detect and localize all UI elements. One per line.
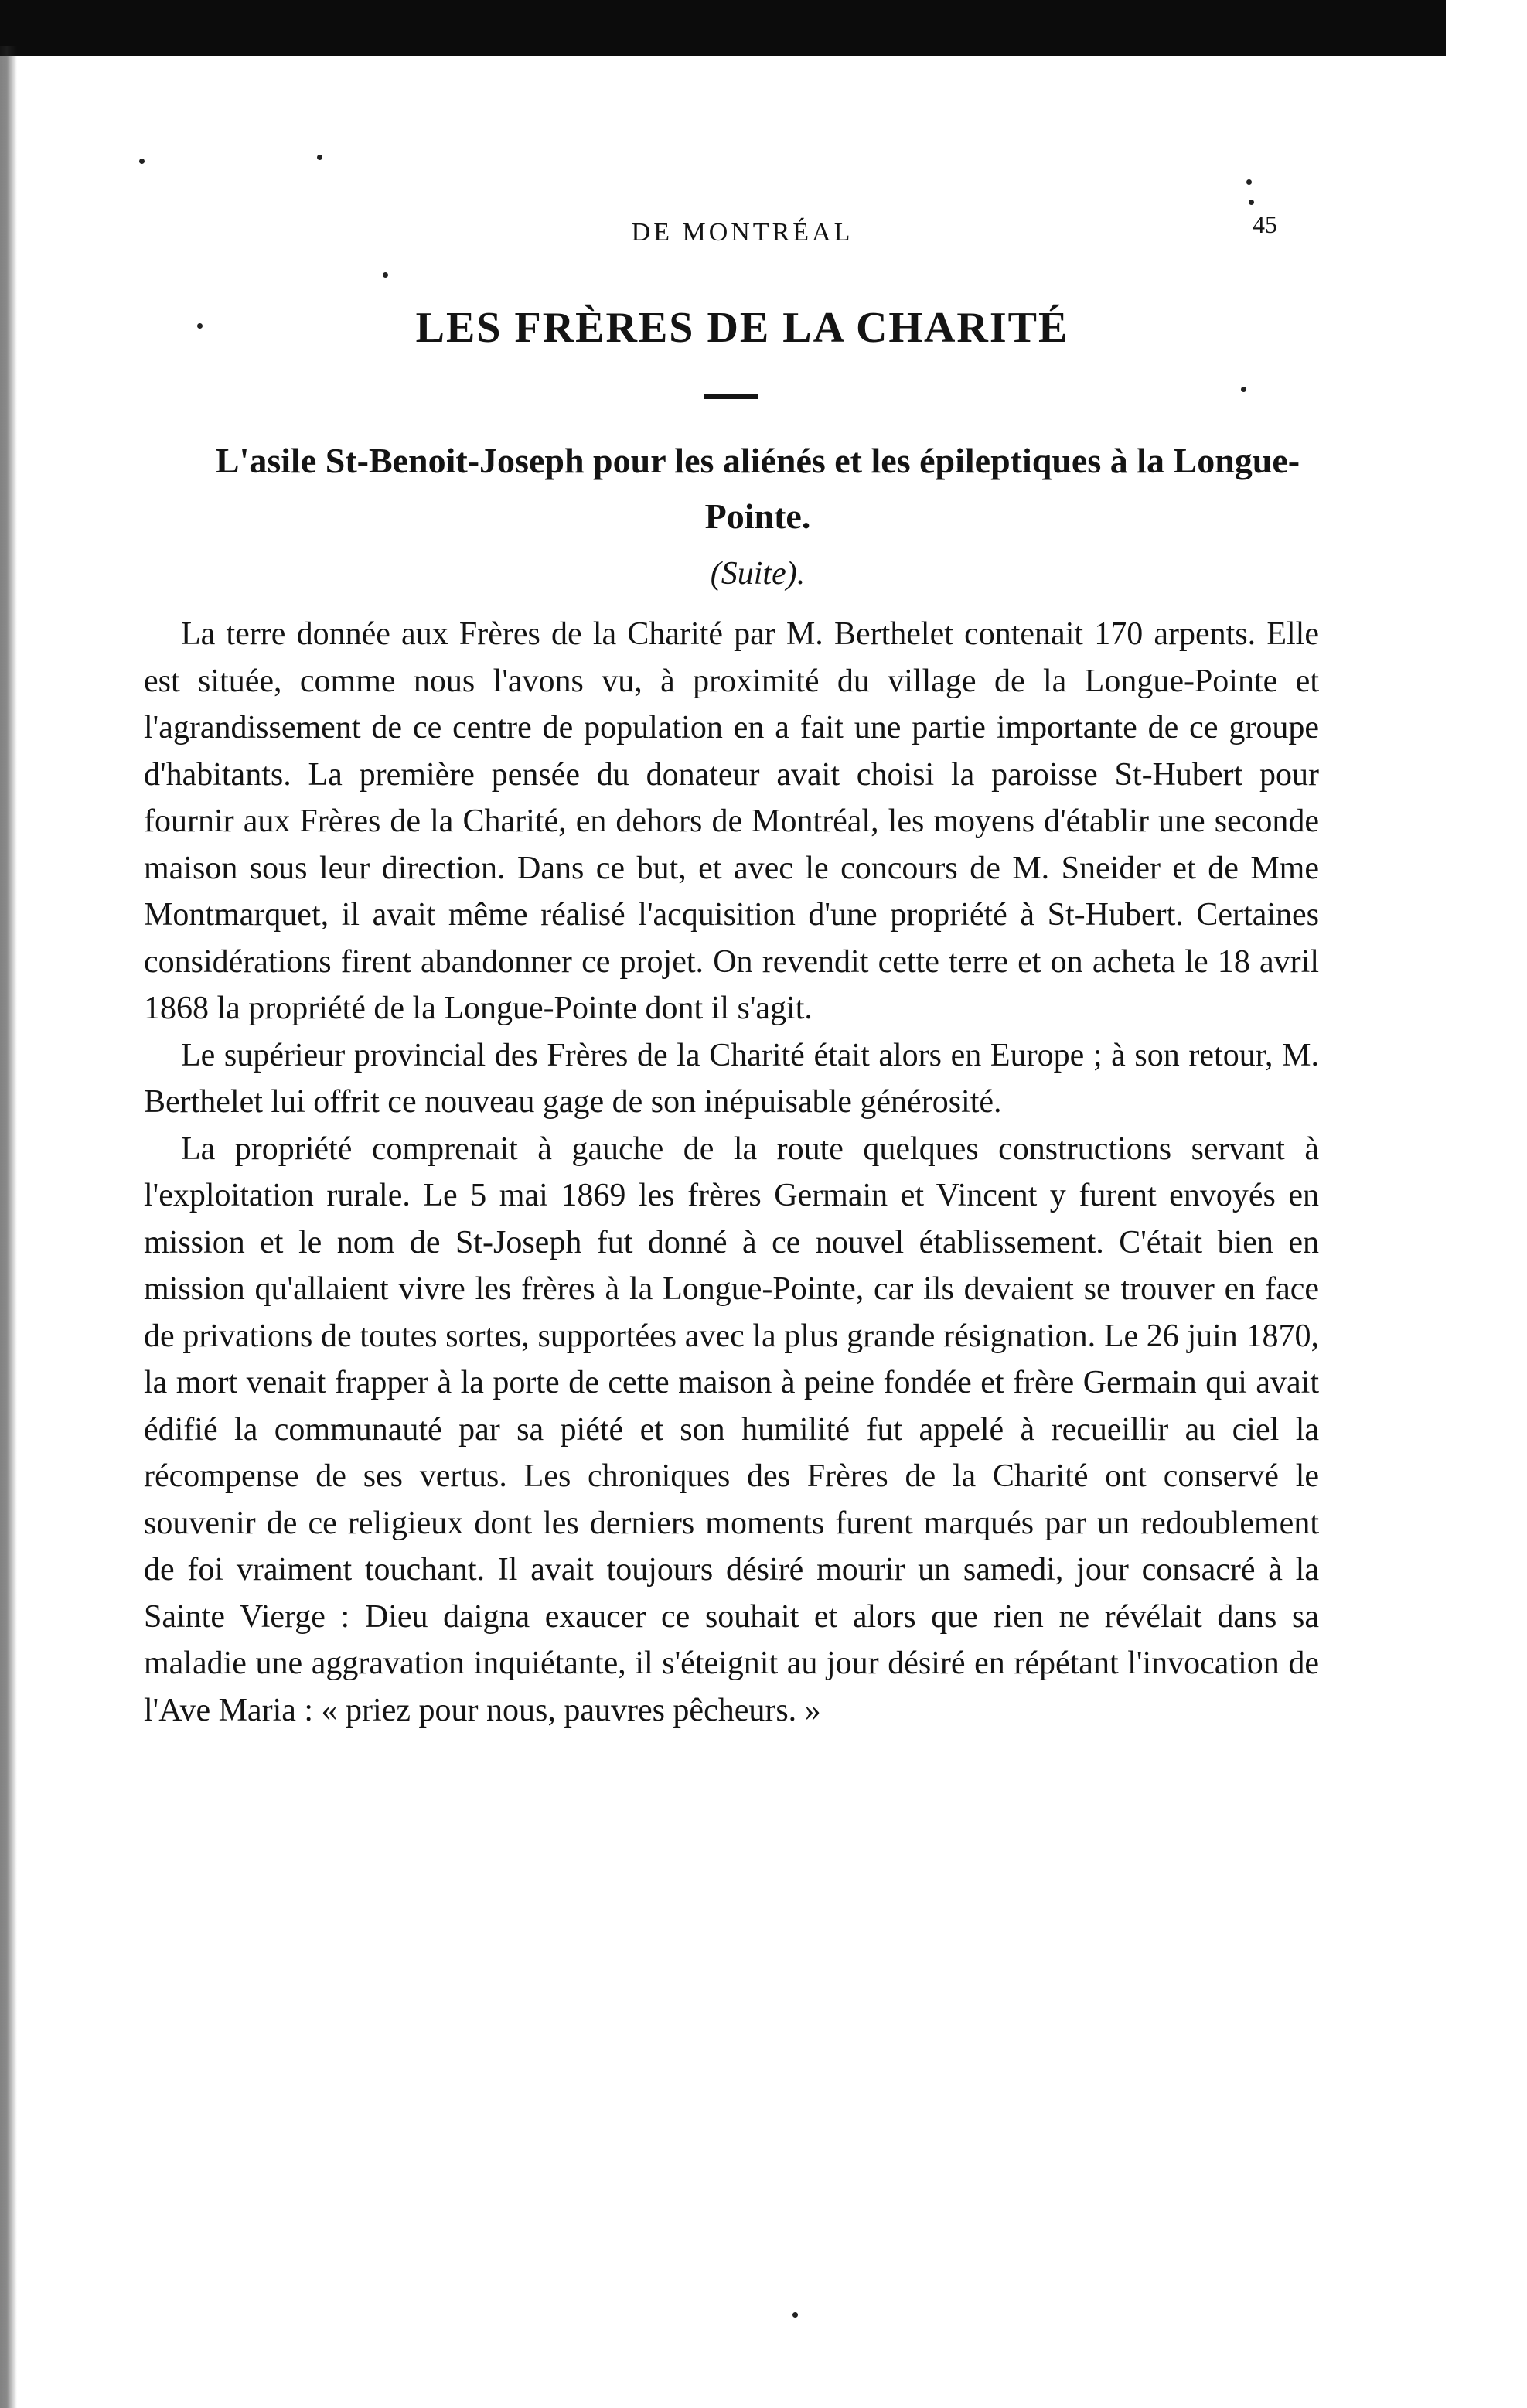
scan-speck (1249, 200, 1254, 205)
page-title: LES FRÈRES DE LA CHARITÉ (415, 304, 1069, 352)
scan-speck (317, 155, 322, 160)
scan-border-left (0, 46, 17, 2408)
body-text (144, 611, 1319, 1734)
scan-speck (383, 272, 388, 278)
scan-speck (1246, 179, 1252, 185)
title-rule (704, 394, 758, 399)
scan-border-top (0, 0, 1446, 56)
scan-speck (139, 159, 145, 164)
running-header: DE MONTRÉAL (631, 218, 854, 247)
scan-speck (792, 2312, 798, 2318)
scan-speck (1241, 387, 1246, 392)
paragraph: La propriété comprenait à gauche de la route quelques constructions servant à l'exploitation rurale. Le 5 mai 1869 les frères Germain et Vincent y furent envoyés en mission et le nom de St-Joseph fut donné à ce nouvel établissement. C'était bien en mission qu'allaient vivre les frères à la Longue-Pointe, car ils devaient se trouver en face de privations de toutes sortes, supportées avec la plus grande résignation. Le 26 juin 1870, la mort venait frapper à la porte de cette maison à peine fondée et frère Germain qui avait édifié la communauté par sa piété et son humilité fut appelé à recueillir au ciel la récompense de ses vertus. Les chroniques des Frères de la Charité ont conservé le souvenir de ce religieux dont les derniers moments furent marqués par un redoublement de foi vraiment touchant. Il avait toujours désiré mourir un samedi, jour consacré à la Sainte Vierge : Dieu daigna exaucer ce souhait et alors que rien ne révélait dans sa maladie une aggravation inquiétante, il s'éteignit au jour désiré en répétant l'invocation de l'Ave Maria : « priez pour nous, pauvres pêcheurs. » (144, 1131, 1319, 1728)
page-number: 45 (1253, 210, 1277, 238)
continuation-label: (Suite). (710, 556, 806, 592)
chapter-subtitle: L'asile St-Benoit-Joseph pour les aliénés et les épileptiques à la Longue-Pointe. (215, 441, 1300, 536)
paragraph: Le supérieur provincial des Frères de la Charité était alors en Europe ; à son retour, M. Berthelet lui offrit ce nouveau gage de son inépuisable générosité. (144, 1037, 1319, 1120)
paragraph: La terre donnée aux Frères de la Charité par M. Berthelet contenait 170 arpents. Elle est située, comme nous l'avons vu, à proximité du village de la Longue-Pointe et l'agrandissement de ce centre de population en a fait une partie importante de ce groupe d'habitants. La première pensée du donateur avait choisi la paroisse St-Hubert pour fournir aux Frères de la Charité, en dehors de Montréal, les moyens d'établir une seconde maison sous leur direction. Dans ce but, et avec le concours de M. Sneider et de Mme Montmarquet, il avait même réalisé l'acquisition d'une propriété à St-Hubert. Certaines considérations firent abandonner ce projet. On revendit cette terre et on acheta le 18 avril 1868 la propriété de la Longue-Pointe dont il s'agit. (144, 616, 1319, 1026)
scan-speck (197, 323, 203, 329)
